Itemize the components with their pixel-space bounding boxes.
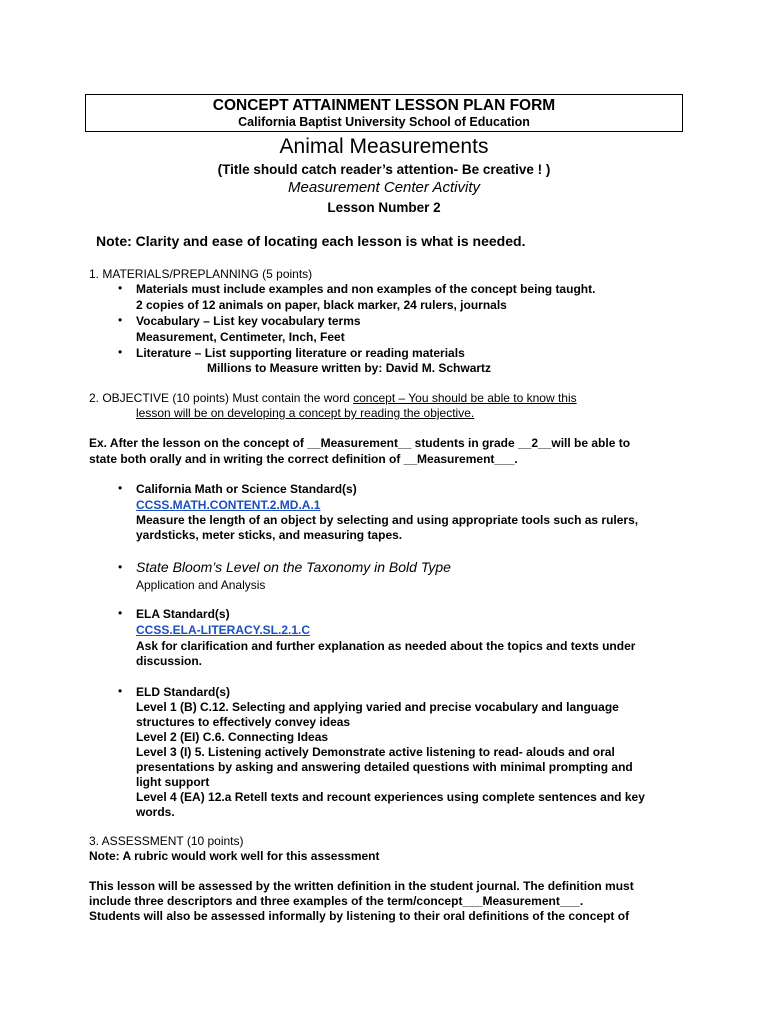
header-box <box>85 94 683 132</box>
ela-standard-desc-2: discussion. <box>136 654 203 668</box>
title-hint: (Title should catch reader’s attention- Be creative ! ) <box>217 162 551 177</box>
bullet-icon: • <box>118 560 123 574</box>
objective-heading-underlined: concept – You should be able to know this <box>353 391 577 405</box>
bullet-icon: • <box>118 313 123 327</box>
materials-detail-3: Millions to Measure written by: David M. Schwartz <box>207 361 492 375</box>
objective-heading-text: 2. OBJECTIVE (10 points) Must contain the word <box>89 391 354 405</box>
objective-heading <box>89 391 577 406</box>
bullet-icon: • <box>118 606 123 620</box>
eld-level-1b: structures to effectively convey ideas <box>136 715 351 729</box>
eld-level-4a: Level 4 (EA) 12.a Retell texts and recount experiences using complete sentences and key <box>136 790 645 804</box>
lesson-title: Animal Measurements <box>279 135 489 158</box>
ela-standard-desc-1: Ask for clarification and further explanation as needed about the topics and texts under <box>136 639 636 653</box>
bullet-icon: • <box>118 345 123 359</box>
materials-bullet-3: Literature – List supporting literature or reading materials <box>136 346 465 360</box>
materials-heading: 1. MATERIALS/PREPLANNING (5 points) <box>89 267 313 281</box>
assessment-heading: 3. ASSESSMENT (10 points) <box>89 834 244 848</box>
bloom-value: Application and Analysis <box>136 578 266 592</box>
eld-level-1a: Level 1 (B) C.12. Selecting and applying varied and precise vocabulary and language <box>136 700 619 714</box>
eld-level-4b: words. <box>136 805 175 819</box>
bloom-label: State Bloom’s Level on the Taxonomy in Bold Type <box>136 559 451 575</box>
eld-level-3a: Level 3 (I) 5. Listening actively Demonstrate active listening to read- alouds and oral <box>136 745 615 759</box>
math-standard-label: California Math or Science Standard(s) <box>136 482 357 496</box>
ela-standard-label: ELA Standard(s) <box>136 607 230 621</box>
bullet-icon: • <box>118 481 123 495</box>
lesson-subtitle: Measurement Center Activity <box>287 179 480 196</box>
eld-level-2: Level 2 (EI) C.6. Connecting Ideas <box>136 730 329 744</box>
math-standard-link[interactable]: CCSS.MATH.CONTENT.2.MD.A.1 <box>136 498 321 512</box>
assessment-note: Note: A rubric would work well for this assessment <box>89 849 380 863</box>
bullet-icon: • <box>118 684 123 698</box>
materials-bullet-1: Materials must include examples and non examples of the concept being taught. <box>136 282 596 296</box>
objective-heading-cont: lesson will be on developing a concept by reading the objective. <box>136 406 475 420</box>
assessment-para-3: Students will also be assessed informally by listening to their oral definitions of the concept of <box>89 909 630 923</box>
materials-detail-1: 2 copies of 12 animals on paper, black marker, 24 rulers, journals <box>136 298 507 312</box>
assessment-para-2: include three descriptors and three examples of the term/concept___Measurement___. <box>89 894 584 908</box>
eld-standard-label: ELD Standard(s) <box>136 685 231 699</box>
materials-bullet-2: Vocabulary – List key vocabulary terms <box>136 314 361 328</box>
bullet-icon: • <box>118 281 123 295</box>
math-standard-desc-2: yardsticks, meter sticks, and measuring tapes. <box>136 528 403 542</box>
note-clarity: Note: Clarity and ease of locating each lesson is what is needed. <box>96 233 526 249</box>
objective-example-2: state both orally and in writing the correct definition of __Measurement___. <box>89 452 518 466</box>
ela-standard-link[interactable]: CCSS.ELA-LITERACY.SL.2.1.C <box>136 623 311 637</box>
form-title: CONCEPT ATTAINMENT LESSON PLAN FORM <box>212 97 556 114</box>
school-name: California Baptist University School of Education <box>238 115 530 129</box>
eld-level-3b: presentations by asking and answering detailed questions with minimal prompting and <box>136 760 633 774</box>
lesson-number: Lesson Number 2 <box>327 200 441 215</box>
objective-example-1: Ex. After the lesson on the concept of __Measurement__ students in grade __2__will be able to <box>89 436 631 450</box>
math-standard-desc-1: Measure the length of an object by selecting and using appropriate tools such as rulers, <box>136 513 639 527</box>
assessment-para-1: This lesson will be assessed by the written definition in the student journal. The definition must <box>89 879 634 893</box>
materials-detail-2: Measurement, Centimeter, Inch, Feet <box>136 330 345 344</box>
eld-level-3c: light support <box>136 775 210 789</box>
